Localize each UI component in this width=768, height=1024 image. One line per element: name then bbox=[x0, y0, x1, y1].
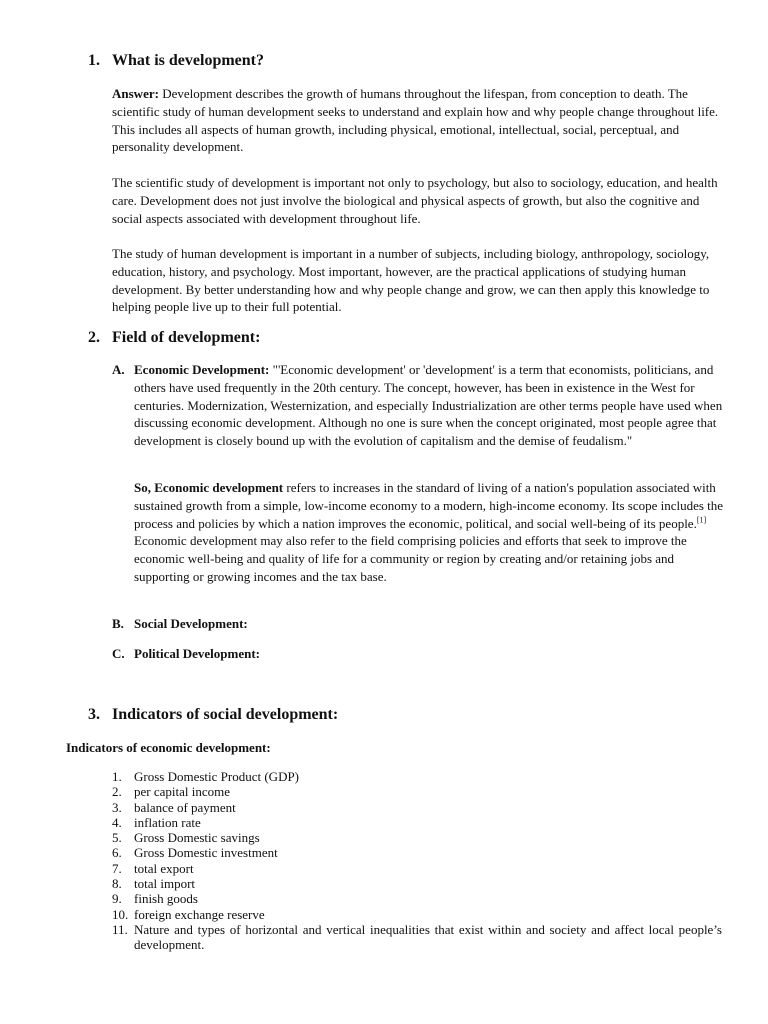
section-1-paragraph-1 bbox=[112, 85, 724, 156]
list-item-number: 3. bbox=[112, 799, 122, 815]
economic-development-paragraph bbox=[134, 479, 724, 586]
section-1-number: 1. bbox=[88, 52, 100, 69]
answer-text: Development describes the growth of humans throughout the lifespan, from conception to death. The scientific study of human development seeks to understand and explain how and why people change throughout life. This includes all aspects of human growth, including physical, emotional, intellectual, social, perceptual, and personality development. bbox=[112, 86, 719, 155]
section-2-title: Field of development: bbox=[112, 329, 261, 346]
list-item-number: 11. bbox=[112, 921, 128, 937]
list-item bbox=[112, 891, 722, 906]
list-item-text: Gross Domestic Product (GDP) bbox=[134, 769, 300, 784]
sub-item-c-letter: C. bbox=[112, 646, 125, 661]
indicators-subtitle: Indicators of economic development: bbox=[66, 740, 271, 755]
list-item-number: 2. bbox=[112, 784, 122, 800]
political-development-label: Political Development: bbox=[134, 646, 260, 661]
list-item-text: inflation rate bbox=[134, 814, 201, 830]
list-item-text: balance of payment bbox=[134, 799, 236, 815]
economic-development-definition-1: refers to increases in the standard of living of a nation's population associated with sustained growth from a simple, low-income economy to a modern, high-income economy. Its scope includes the process and policies by which a nation improves the economic, political, and social well-being of its people. bbox=[134, 480, 724, 531]
economic-development-term: Economic development bbox=[154, 480, 284, 495]
list-item-number: 5. bbox=[112, 830, 122, 846]
sub-item-economic-development bbox=[112, 361, 724, 450]
section-2-heading bbox=[88, 329, 260, 347]
list-item-number: 6. bbox=[112, 845, 122, 861]
list-item bbox=[112, 876, 722, 891]
section-2-number: 2. bbox=[88, 329, 100, 346]
list-item bbox=[112, 769, 722, 784]
list-item-text: finish goods bbox=[134, 891, 198, 907]
list-item-text: total import bbox=[134, 876, 196, 892]
sub-item-political-development bbox=[112, 645, 724, 663]
list-item-text: Nature and types of horizontal and vertical inequalities that exist within and society and affect local people’s development. bbox=[134, 921, 722, 953]
list-item bbox=[112, 922, 722, 953]
sub-item-social-development bbox=[112, 615, 724, 633]
sub-item-b-letter: B. bbox=[112, 616, 124, 631]
sub-item-a-letter: A. bbox=[112, 362, 125, 377]
list-item bbox=[112, 815, 722, 830]
list-item-number: 8. bbox=[112, 876, 122, 892]
list-item-text: Gross Domestic investment bbox=[134, 845, 278, 861]
indicators-list bbox=[112, 769, 722, 953]
list-item-number: 9. bbox=[112, 891, 122, 907]
list-item-text: foreign exchange reserve bbox=[134, 906, 265, 922]
economic-development-label: Economic Development: bbox=[134, 362, 270, 377]
economic-development-definition-2: Economic development may also refer to the field comprising policies and efforts that seek to improve the economic well-being and quality of life for a community or region by creating and/or retaining jobs and supporting or growing incomes and the tax base. bbox=[134, 533, 687, 584]
section-1-heading bbox=[88, 52, 264, 70]
section-3-number: 3. bbox=[88, 706, 100, 723]
section-1-paragraph-2: The scientific study of development is important not only to psychology, but also to sociology, education, and health care. Development does not just involve the biological and physical aspects of growth, but also the cognitive and social aspects associated with development throughout life. bbox=[112, 175, 718, 226]
list-item-number: 1. bbox=[112, 769, 122, 784]
section-3-title: Indicators of social development: bbox=[112, 706, 339, 723]
section-1-title: What is development? bbox=[112, 52, 264, 69]
list-item-text: Gross Domestic savings bbox=[134, 830, 260, 846]
list-item bbox=[112, 800, 722, 815]
list-item-number: 4. bbox=[112, 814, 122, 830]
list-item-text: per capital income bbox=[134, 784, 231, 800]
list-item bbox=[112, 830, 722, 845]
list-item bbox=[112, 845, 722, 860]
list-item-number: 10. bbox=[112, 906, 129, 922]
answer-label: Answer: bbox=[112, 86, 159, 101]
list-item-text: total export bbox=[134, 860, 194, 876]
list-item bbox=[112, 784, 722, 799]
social-development-label: Social Development: bbox=[134, 616, 248, 631]
so-prefix: So, bbox=[134, 480, 155, 495]
list-item bbox=[112, 861, 722, 876]
section-3-heading bbox=[88, 706, 338, 724]
section-1-paragraph-3: The study of human development is important in a number of subjects, including biology, anthropology, sociology, education, history, and psychology. Most important, however, are the practical applications of studying human development. By better understanding how and why people change and grow, we can then apply this knowledge to helping people live up to their full potential. bbox=[112, 246, 710, 315]
list-item-number: 7. bbox=[112, 860, 122, 876]
citation-link[interactable]: [1] bbox=[696, 515, 707, 525]
list-item bbox=[112, 907, 722, 922]
economic-development-text: "'Economic development' or 'development' is a term that economists, politicians, and others have used frequently in the 20th century. The concept, however, has been in existence in the West for centuries. Modernization, Westernization, and especially Industrialization are other terms people have used when discussing economic development. Although no one is sure when the concept originated, most people agree that development is closely bound up with the evolution of capitalism and the demise of feudalism." bbox=[134, 362, 723, 449]
